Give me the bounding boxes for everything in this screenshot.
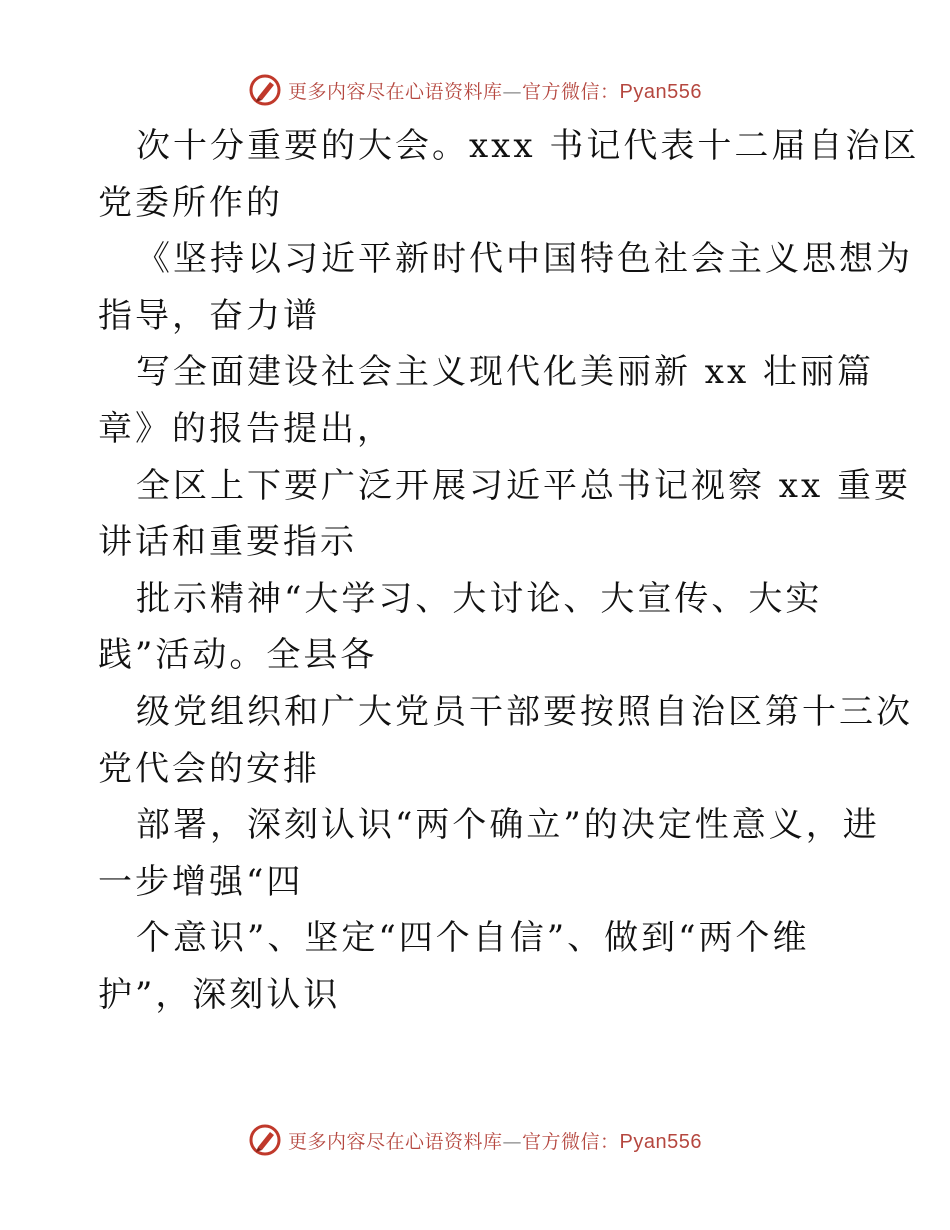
body-line: 章》的报告提出， [98,408,394,449]
footer-watermark-banner [0,1120,950,1160]
body-line: 护”，深刻认识 [98,974,341,1015]
banner-account-label: 官方微信： [522,1130,620,1153]
banner-separator: — [502,80,523,103]
body-line: 级党组织和广大党员干部要按照自治区第十三次 [136,691,913,732]
body-line: 次十分重要的大会。xxx 书记代表十二届自治区 [136,126,920,166]
header-watermark-banner [0,70,950,110]
body-line: 指导，奋力谱 [98,295,320,336]
body-line: 党委所作的 [98,182,283,223]
body-line: 部署，深刻认识“两个确立”的决定性意义，进 [136,805,880,846]
body-line: 个意识”、坚定“四个自信”、做到“两个维 [136,918,810,959]
banner-main-text: 更多内容尽在心语资料库 [288,80,503,103]
banner-account-label: 官方微信： [522,80,620,103]
document-body [98,118,920,1024]
banner-account-id: Pyan556 [619,1130,702,1153]
body-line: 讲话和重要指示 [98,522,357,563]
body-line: 写全面建设社会主义现代化美丽新 xx 壮丽篇 [136,352,874,393]
banner-separator: — [502,1130,523,1153]
body-line: 践”活动。全县各 [98,635,378,676]
body-line: 一步增强“四 [98,861,304,902]
body-line: 批示精神“大学习、大讨论、大宣传、大实 [136,578,823,619]
banner-account-id: Pyan556 [619,80,702,103]
body-line: 《坚持以习近平新时代中国特色社会主义思想为 [136,239,913,280]
body-line: 全区上下要广泛开展习近平总书记视察 xx 重要 [136,465,911,506]
pen-logo-icon [248,1123,282,1157]
pen-logo-icon [248,73,282,107]
banner-main-text: 更多内容尽在心语资料库 [288,1130,503,1153]
body-line: 党代会的安排 [98,748,320,789]
